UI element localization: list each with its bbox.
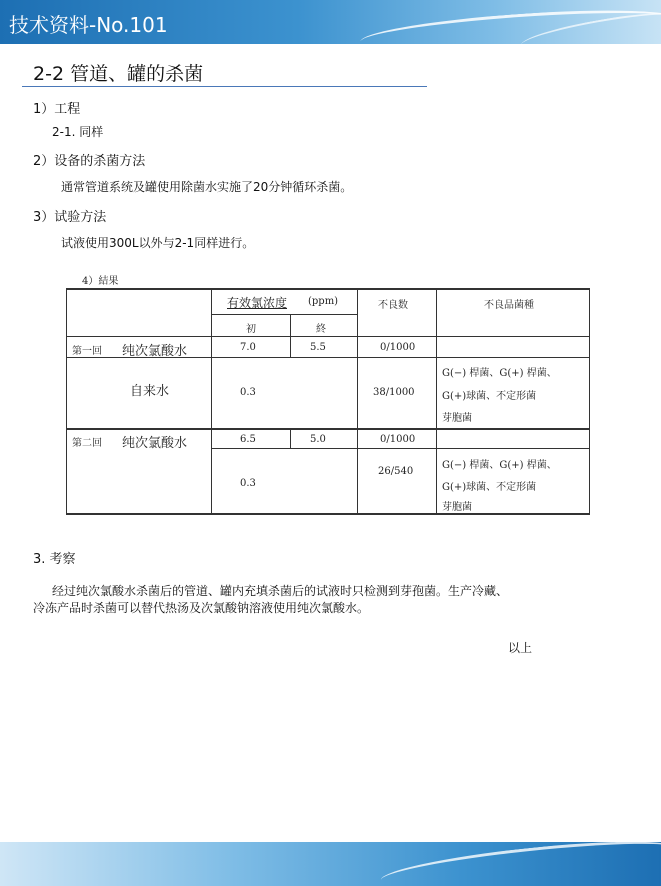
table-border [589, 288, 590, 515]
table-caption: 4）結果 [82, 276, 119, 287]
item-3-body: 试液使用300L以外与2-1同样进行。 [61, 236, 255, 250]
header-bacteria: 不良品菌種 [484, 300, 534, 311]
table-border [66, 288, 590, 290]
table-divider [436, 288, 437, 515]
results-table [60, 270, 600, 520]
row-defect: 26/540 [378, 466, 414, 477]
table-divider [211, 288, 212, 515]
title-underline [22, 86, 427, 87]
row-final: 5.5 [310, 342, 326, 353]
row-bacteria: 芽胞菌 [442, 502, 472, 513]
header-unit: (ppm) [308, 296, 339, 307]
row-initial: 0.3 [240, 387, 256, 398]
row-agent: 纯次氯酸水 [122, 436, 188, 451]
discussion-line-1: 经过纯次氯酸水杀菌后的管道、罐内充填杀菌后的试液时只检测到芽孢菌。生产冷藏、 [52, 584, 509, 598]
table-divider [66, 336, 590, 337]
row-bacteria: G(+)球菌、不定形菌 [442, 391, 537, 402]
row-round: 第一回 [72, 346, 102, 357]
row-defect: 0/1000 [380, 434, 416, 445]
table-divider [66, 428, 590, 430]
header-banner [0, 0, 661, 44]
row-defect: 0/1000 [380, 342, 416, 353]
header-concentration: 有效氯浓度 [227, 296, 288, 310]
table-divider [357, 288, 358, 515]
row-bacteria: G(+)球菌、不定形菌 [442, 482, 537, 493]
closing-mark: 以上 [508, 641, 533, 655]
row-defect: 38/1000 [373, 387, 415, 398]
row-initial: 6.5 [240, 434, 256, 445]
row-agent: 自来水 [130, 384, 170, 399]
row-final: 5.0 [310, 434, 326, 445]
row-bacteria: 芽胞菌 [442, 413, 472, 424]
row-round: 第二回 [72, 438, 102, 449]
table-divider [212, 314, 357, 315]
table-divider [212, 448, 590, 449]
banner-swoosh [379, 842, 661, 886]
item-1-sub: 2-1. 同样 [52, 125, 104, 139]
header-defect: 不良数 [378, 300, 408, 311]
row-bacteria: G(−) 桿菌、G(+) 桿菌、 [442, 460, 557, 471]
row-bacteria: G(−) 桿菌、G(+) 桿菌、 [442, 368, 557, 379]
document-title: 技术资料-No.101 [9, 13, 168, 37]
row-initial: 7.0 [240, 342, 256, 353]
footer-banner [0, 842, 661, 886]
item-2-heading: 2）设备的杀菌方法 [33, 154, 146, 169]
header-initial: 初 [246, 324, 256, 335]
item-1-heading: 1）工程 [33, 102, 81, 117]
discussion-line-2: 冷冻产品时杀菌可以替代热汤及次氯酸钠溶液使用纯次氯酸水。 [33, 601, 370, 615]
item-3-heading: 3）试验方法 [33, 210, 107, 225]
table-border [66, 513, 590, 515]
row-agent: 纯次氯酸水 [122, 344, 188, 359]
item-2-body: 通常管道系统及罐使用除菌水实施了20分钟循环杀菌。 [61, 180, 353, 194]
table-divider [290, 430, 291, 448]
header-final: 終 [316, 324, 326, 335]
row-initial: 0.3 [240, 478, 256, 489]
table-border [66, 288, 67, 515]
discussion-heading: 3. 考察 [33, 552, 76, 567]
section-title: 2-2 管道、罐的杀菌 [33, 63, 204, 85]
